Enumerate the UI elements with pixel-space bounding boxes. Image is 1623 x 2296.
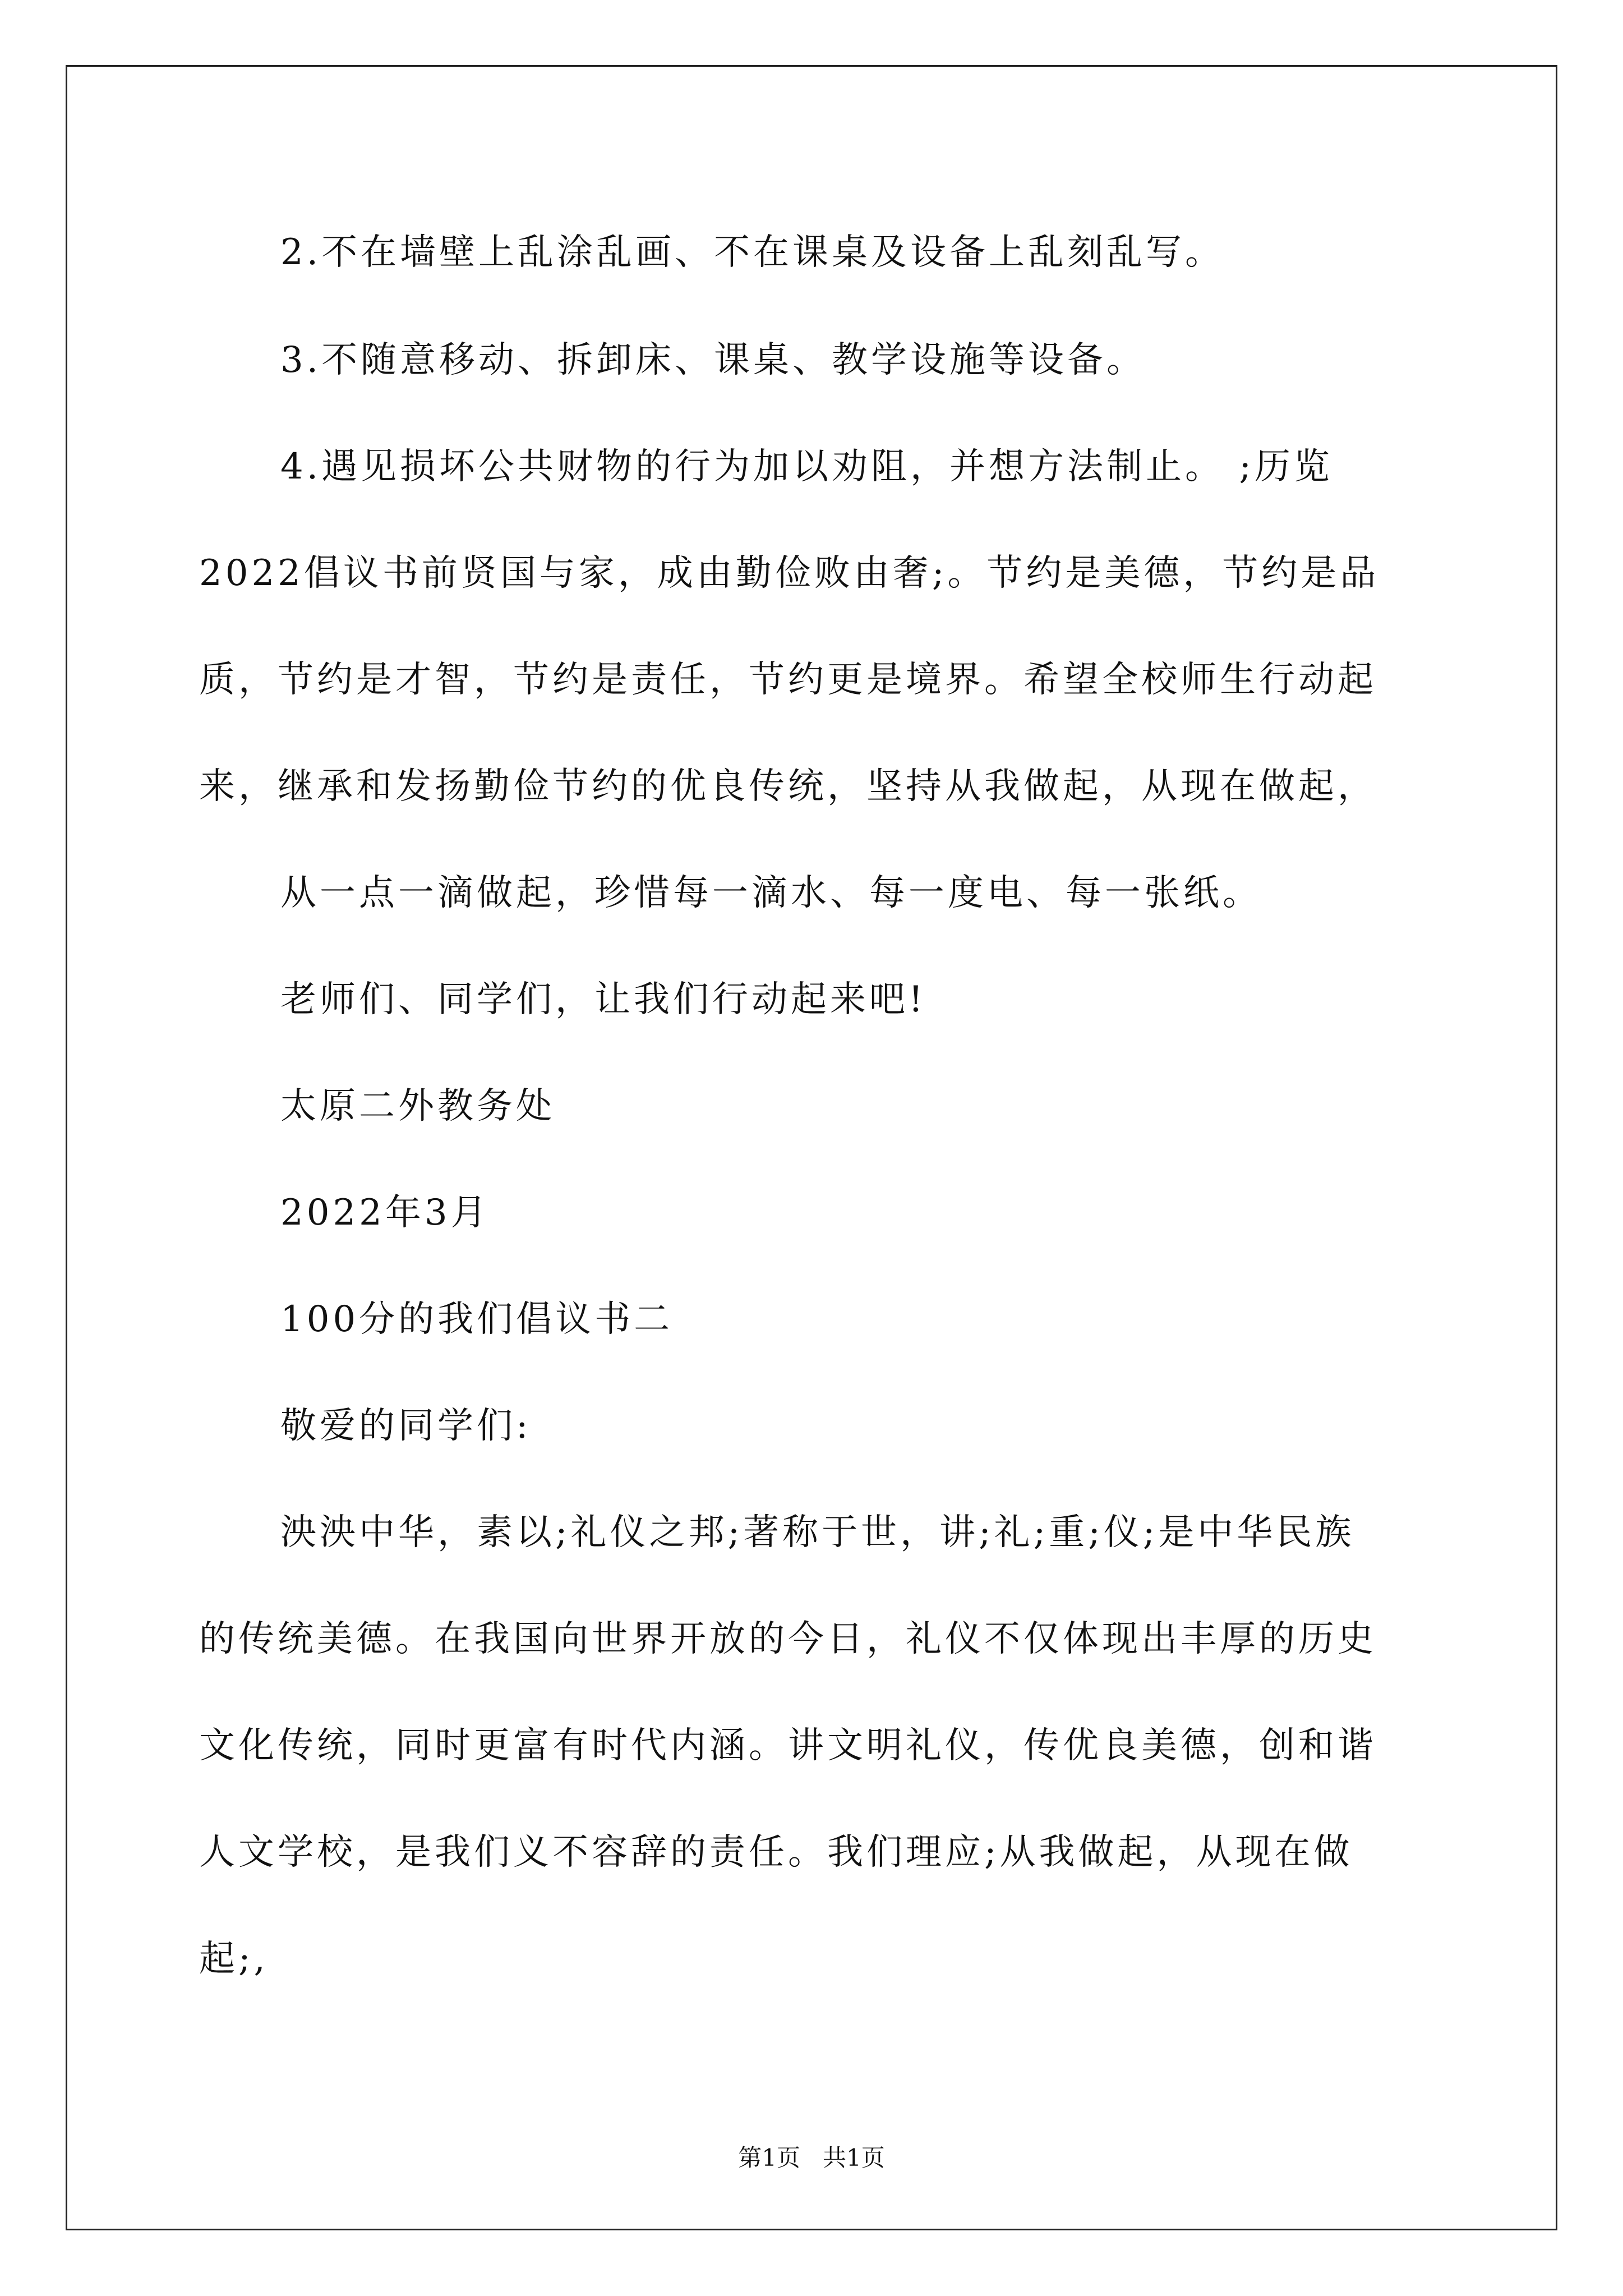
- paragraph-line: 文化传统，同时更富有时代内涵。讲文明礼仪，传优良美德，创和谐: [199, 1725, 1377, 1766]
- paragraph-line: 的传统美德。在我国向世界开放的今日，礼仪不仅体现出丰厚的历史: [199, 1618, 1377, 1660]
- paragraph-line: 起;,: [199, 1938, 269, 1980]
- list-item-2: 2.不在墙壁上乱涂乱画、不在课桌及设备上乱刻乱写。: [280, 232, 1225, 273]
- paragraph-line: 泱泱中华，素以;礼仪之邦;著称于世，讲;礼;重;仪;是中华民族: [280, 1512, 1355, 1553]
- paragraph-line: 质，节约是才智，节约是责任，节约更是境界。希望全校师生行动起: [199, 659, 1377, 701]
- page-number-footer: 第1页 共1页: [738, 2144, 885, 2171]
- list-item-4: 4.遇见损坏公共财物的行为加以劝阻，并想方法制止。 ;历览: [280, 446, 1333, 487]
- paragraph-line: 来，继承和发扬勤俭节约的优良传统，坚持从我做起，从现在做起，: [199, 766, 1377, 807]
- salutation: 敬爱的同学们:: [280, 1405, 532, 1447]
- section-title: 100分的我们倡议书二: [280, 1299, 674, 1340]
- paragraph-line: 从一点一滴做起，珍惜每一滴水、每一度电、每一张纸。: [280, 872, 1262, 914]
- page-border: [66, 65, 1557, 2230]
- list-item-3: 3.不随意移动、拆卸床、课桌、教学设施等设备。: [280, 339, 1146, 381]
- paragraph-line: 人文学校，是我们义不容辞的责任。我们理应;从我做起，从现在做: [199, 1832, 1353, 1873]
- signature-org: 太原二外教务处: [280, 1085, 555, 1127]
- paragraph-line: 老师们、同学们，让我们行动起来吧!: [280, 979, 926, 1020]
- paragraph-line: 2022倡议书前贤国与家，成由勤俭败由奢;。节约是美德，节约是品: [199, 553, 1380, 594]
- signature-date: 2022年3月: [280, 1192, 490, 1234]
